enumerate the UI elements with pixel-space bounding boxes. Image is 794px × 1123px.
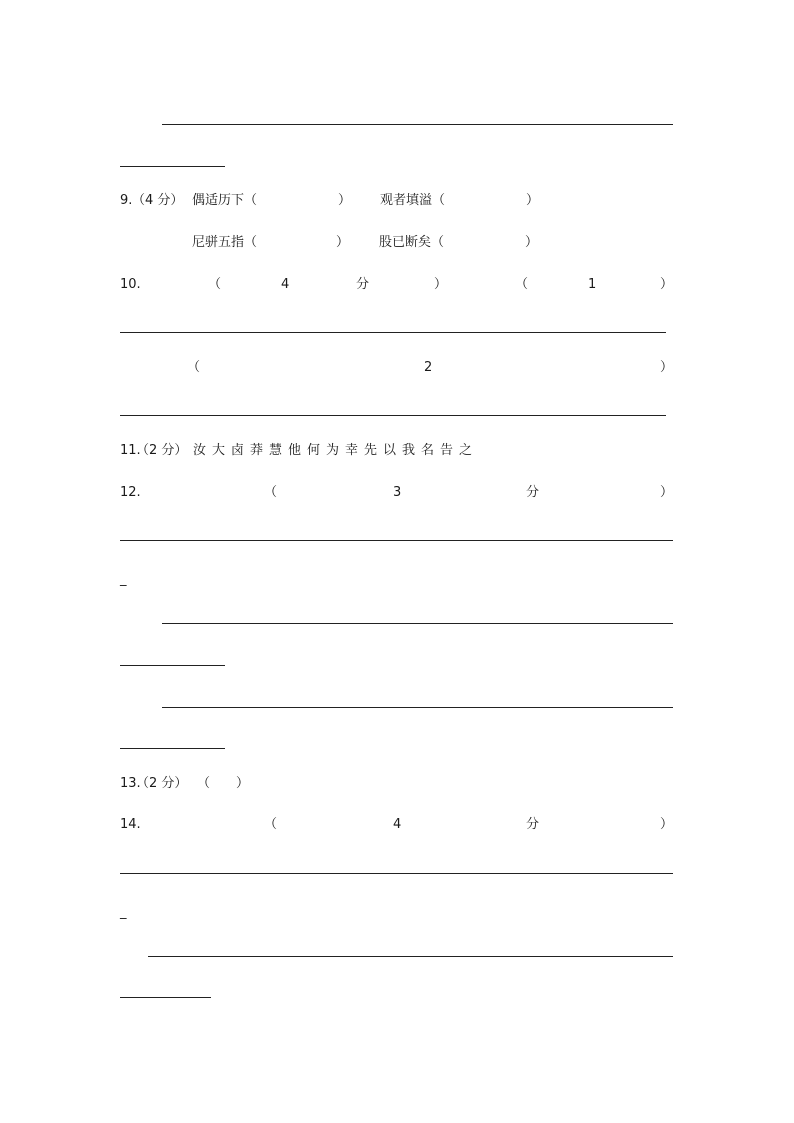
q12-answer-line-2[interactable] [162, 623, 673, 624]
q10-sub1-num: 1 [588, 277, 597, 292]
q11-number: 11. [120, 443, 141, 458]
q9-score: （4 分） [132, 193, 184, 208]
q9-term3-blank-close: ） [336, 235, 350, 250]
q12-number: 12. [120, 485, 141, 500]
q10-sub1-close: ） [660, 277, 674, 292]
q9-term1: 偶适历下（ [192, 193, 258, 208]
q12-answer-line-3[interactable] [162, 707, 673, 708]
q13-answer-blank[interactable]: （ ） [197, 776, 250, 791]
q14-number: 14. [120, 817, 141, 832]
q14-score-close: ） [660, 817, 674, 832]
q14-answer-line-2-short[interactable] [120, 997, 211, 998]
q9-term4: 股已断矣（ [379, 235, 445, 250]
q10-sub2-close: ） [660, 360, 674, 375]
q10-score-close: ） [434, 277, 448, 292]
q12-score-num: 3 [393, 485, 402, 500]
answer-line[interactable] [162, 124, 673, 125]
q13-number: 13. [120, 776, 141, 791]
q12-answer-line-3-short[interactable] [120, 748, 225, 749]
q14-dash: _ [120, 905, 127, 920]
q14-answer-line-1[interactable] [120, 873, 673, 874]
q10-score-num: 4 [281, 277, 290, 292]
q12-score-unit: 分 [526, 485, 540, 500]
q9-number: 9. [120, 193, 133, 208]
q10-answer-line-2[interactable] [120, 415, 666, 416]
q10-sub1-open: （ [515, 277, 529, 292]
q9-term1-blank-close: ） [338, 193, 352, 208]
q9-term4-blank-close: ） [525, 235, 539, 250]
q10-sub2-num: 2 [424, 360, 433, 375]
answer-line-short[interactable] [120, 166, 225, 167]
q10-score-open: （ [208, 277, 222, 292]
q12-score-open: （ [264, 485, 278, 500]
q10-sub2-open: （ [187, 360, 201, 375]
q10-score-unit: 分 [356, 277, 370, 292]
q9-term2: 观者填溢（ [380, 193, 446, 208]
q11-characters: 汝大卤莽慧他何为幸先以我名告之 [193, 443, 479, 458]
q9-term3: 尼骈五指（ [192, 235, 258, 250]
q12-answer-line-1[interactable] [120, 540, 673, 541]
q10-number: 10. [120, 277, 141, 292]
q13-score: （2 分） [136, 776, 188, 791]
q11-score: （2 分） [136, 443, 188, 458]
q9-term2-blank-close: ） [526, 193, 540, 208]
q14-score-num: 4 [393, 817, 402, 832]
q14-score-unit: 分 [526, 817, 540, 832]
q12-answer-line-2-short[interactable] [120, 665, 225, 666]
q12-score-close: ） [660, 485, 674, 500]
q14-answer-line-2[interactable] [148, 956, 673, 957]
q10-answer-line-1[interactable] [120, 332, 666, 333]
q14-score-open: （ [264, 817, 278, 832]
q12-dash: _ [120, 572, 127, 587]
